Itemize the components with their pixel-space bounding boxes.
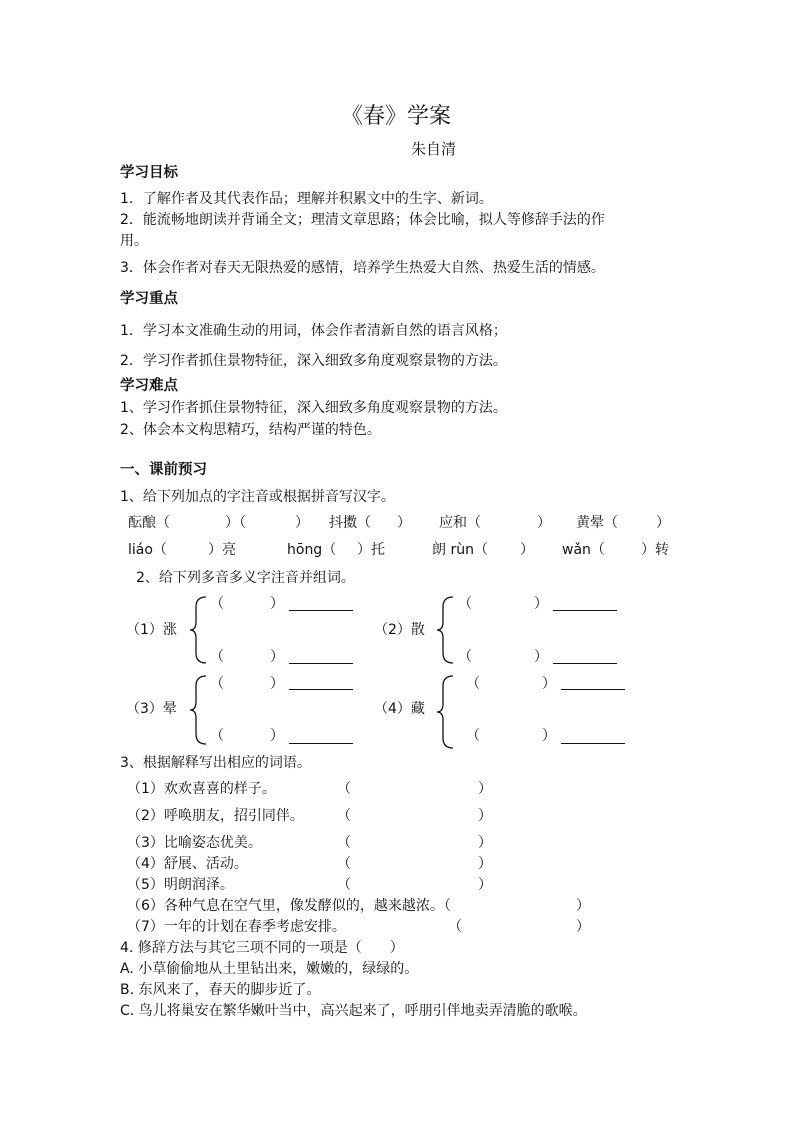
paren-close: ） — [542, 728, 556, 744]
q2-group-label: （1）涨 — [126, 622, 177, 638]
paren-close: ） — [270, 596, 284, 612]
paren-close: ） — [270, 728, 284, 744]
q3-item: （2）呼唤朋友，招引同伴。 — [127, 808, 304, 824]
paren-close: ） — [478, 835, 492, 851]
answer-blank[interactable] — [553, 663, 617, 664]
q1-row1-part: 黄晕（ — [576, 515, 618, 531]
paren-open: （ — [458, 649, 472, 665]
paren-open: （ — [466, 676, 480, 692]
goal-item: 3．体会作者对春天无限热爱的感情，培养学生热爱大自然、热爱生活的情感。 — [120, 260, 605, 276]
q3-item: （7）一年的计划在春季考虑安排。 — [127, 919, 346, 935]
q1-row2-part: 朗 rùn（ — [432, 542, 488, 558]
paren-open: （ — [337, 856, 351, 872]
q3-item: （3）比喻姿态优美。 — [127, 835, 262, 851]
difficulties-heading: 学习难点 — [120, 378, 178, 394]
paren-open: （ — [210, 649, 224, 665]
paren-close: ） — [270, 676, 284, 692]
paren-open: （ — [458, 596, 472, 612]
left-brace-icon — [188, 595, 208, 665]
left-brace-icon — [435, 595, 455, 665]
q1-row2-part: ） — [520, 542, 534, 558]
q2-group-label: （4）藏 — [374, 701, 425, 717]
key-points-heading: 学习重点 — [120, 291, 178, 307]
answer-blank[interactable] — [289, 743, 353, 744]
left-brace-icon — [188, 674, 208, 746]
q4-option: C. 鸟儿将巢安在繁华嫩叶当中，高兴起来了，呼朋引伴地卖弄清脆的歌喉。 — [120, 1003, 587, 1019]
paren-close: ） — [534, 596, 548, 612]
q1-row2-part: wǎn（ — [562, 542, 605, 558]
q1-row1-part: 应和（ — [439, 515, 481, 531]
q1-row1-part: ）（ — [225, 515, 246, 531]
q1-row1-part: ） — [397, 515, 411, 531]
paren-open: （ — [210, 676, 224, 692]
answer-blank[interactable] — [289, 689, 353, 690]
paren-open: （ — [337, 808, 351, 824]
paren-open: （ — [337, 835, 351, 851]
difficulty-item: 1、学习作者抓住景物特征，深入细致多角度观察景物的方法。 — [120, 400, 507, 416]
goals-heading: 学习目标 — [120, 165, 178, 181]
paren-close: ） — [478, 856, 492, 872]
q1-row1-part: ） — [537, 515, 551, 531]
paren-close: ） — [576, 919, 590, 935]
q1-row2-part: ）托 — [357, 542, 385, 558]
answer-blank[interactable] — [289, 610, 353, 611]
paren-close: ） — [478, 808, 492, 824]
key-point-item: 2．学习作者抓住景物特征，深入细致多角度观察景物的方法。 — [120, 353, 507, 369]
paren-open: （ — [210, 728, 224, 744]
paren-close: ） — [478, 781, 492, 797]
q3-item: （6）各种气息在空气里，像发酵似的，越来越浓。（ — [127, 898, 451, 914]
q1-row1-part: 抖擞（ — [329, 515, 371, 531]
goal-item: 1．了解作者及其代表作品；理解并积累文中的生字、新词。 — [120, 191, 493, 207]
goal-item: 用。 — [120, 233, 148, 249]
preview-heading: 一、课前预习 — [120, 462, 207, 478]
difficulty-item: 2、体会本文构思精巧，结构严谨的特色。 — [120, 422, 381, 438]
paren-close: ） — [542, 676, 556, 692]
q1-row2-part: ）转 — [641, 542, 669, 558]
q1-row1-part: 酝酿（ — [128, 515, 170, 531]
paren-open: （ — [448, 919, 462, 935]
q1-row1-part: ） — [295, 515, 309, 531]
q1-row2-part: liáo（ — [128, 542, 167, 558]
goal-item: 2．能流畅地朗读并背诵全文；理清文章思路；体会比喻，拟人等修辞手法的作 — [120, 212, 605, 228]
q4-option: A. 小草偷偷地从土里钻出来，嫩嫩的，绿绿的。 — [120, 961, 419, 977]
paren-open: （ — [466, 728, 480, 744]
answer-blank[interactable] — [561, 743, 625, 744]
paren-open: （ — [210, 596, 224, 612]
paren-open: （ — [337, 877, 351, 893]
paren-close: ） — [576, 898, 590, 914]
answer-blank[interactable] — [561, 689, 625, 690]
answer-blank[interactable] — [553, 610, 617, 611]
q4-option: B. 东风来了，春天的脚步近了。 — [120, 982, 321, 998]
q1-prompt: 1、给下列加点的字注音或根据拼音写汉字。 — [120, 489, 395, 505]
q1-row2-part: hōng（ — [287, 542, 337, 558]
q2-group-label: （2）散 — [374, 622, 425, 638]
paren-open: （ — [337, 781, 351, 797]
paren-close: ） — [270, 649, 284, 665]
paren-close: ） — [478, 877, 492, 893]
q1-row1-part: ） — [656, 515, 670, 531]
q3-prompt: 3、根据解释写出相应的词语。 — [120, 755, 311, 771]
q4-prompt: 4. 修辞方法与其它三项不同的一项是（ ） — [120, 940, 404, 956]
q3-item: （1）欢欢喜喜的样子。 — [127, 781, 276, 797]
q3-item: （4）舒展、活动。 — [127, 856, 248, 872]
key-point-item: 1．学习本文准确生动的用词，体会作者清新自然的语言风格； — [120, 323, 507, 339]
q2-group-label: （3）晕 — [126, 701, 177, 717]
q1-row2-part: ）亮 — [208, 542, 236, 558]
paren-close: ） — [534, 649, 548, 665]
page-title: 《春》学案 — [341, 104, 452, 129]
left-brace-icon — [435, 674, 455, 750]
author: 朱自清 — [411, 140, 457, 158]
q2-prompt: 2、给下列多音多义字注音并组词。 — [136, 570, 355, 586]
answer-blank[interactable] — [289, 663, 353, 664]
q3-item: （5）明朗润泽。 — [127, 877, 234, 893]
